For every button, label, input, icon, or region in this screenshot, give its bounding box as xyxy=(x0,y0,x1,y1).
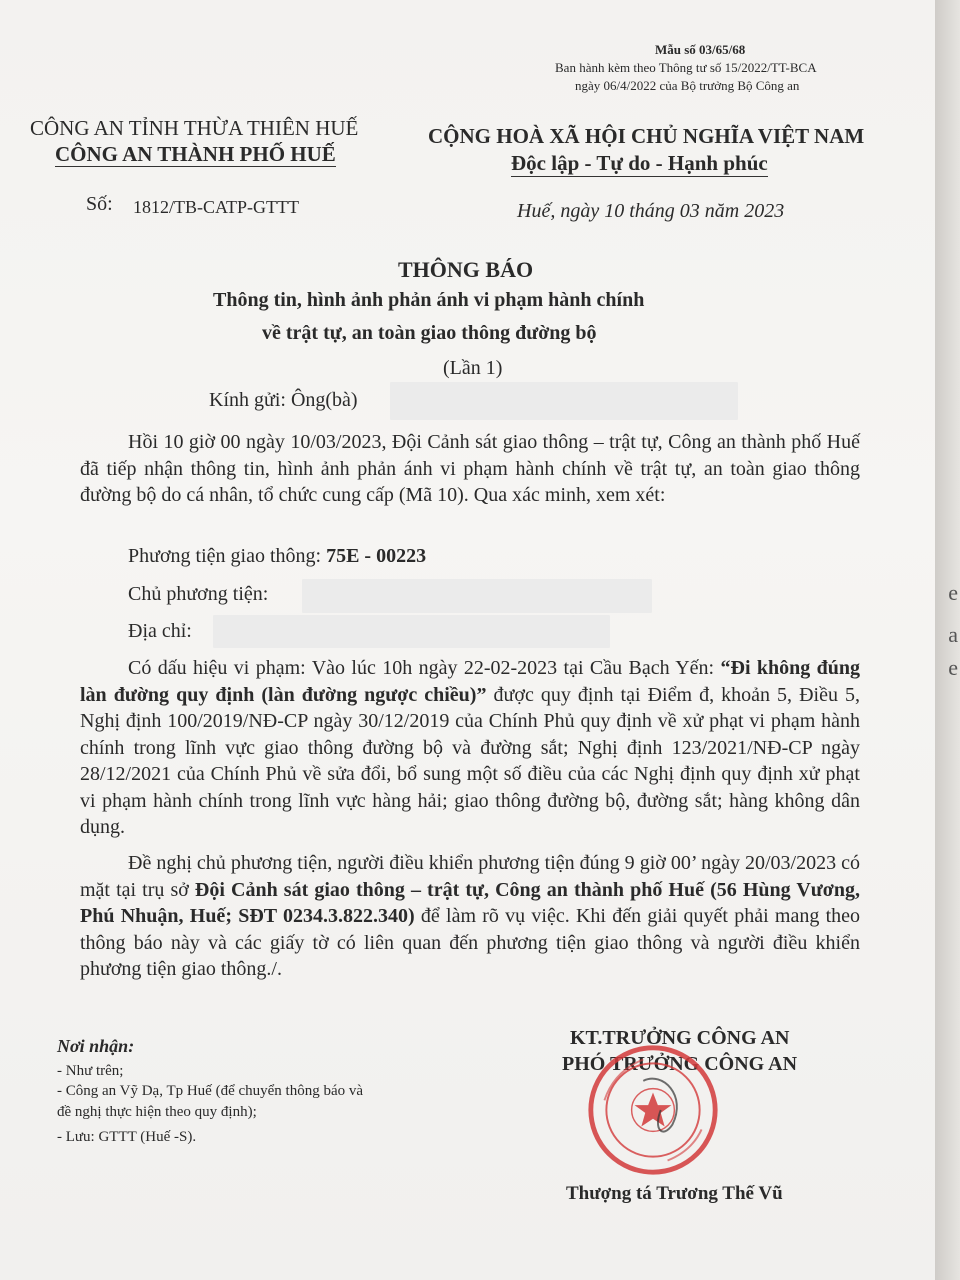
recipients-line-2: - Công an Vỹ Dạ, Tp Huế (để chuyển thông báo và xyxy=(57,1083,364,1099)
request-location: Đội Cảnh sát giao thông – trật tự, Công an thành phố Huế (56 Hùng Vương, Phú Nhuận, Huế; SĐT 0234.3.822.340) xyxy=(80,878,860,927)
vehicle-row xyxy=(128,545,426,568)
request-text-2: để làm rõ vụ việc. Khi đến giải quyết phải mang theo thông báo này và các giấy tờ có liên quan đến phương tiện giao thông và người điều khiển phương tiện giao thông./. xyxy=(80,905,861,980)
doc-number-label: Số: xyxy=(86,193,113,215)
address-label: Địa chỉ: xyxy=(128,620,192,642)
intro-paragraph xyxy=(80,429,860,509)
form-number: Mẫu số 03/65/68 xyxy=(655,42,746,57)
recipient-label: Kính gửi: Ông(bà) xyxy=(209,389,358,411)
issuer-province: CÔNG AN TỈNH THỪA THIÊN HUẾ xyxy=(30,116,359,140)
form-issued-date: ngày 06/4/2022 của Bộ trưởng Bộ Công an xyxy=(575,78,800,93)
redacted-address xyxy=(213,615,610,648)
doc-title: THÔNG BÁO xyxy=(398,257,534,282)
document-date: Huế, ngày 10 tháng 03 năm 2023 xyxy=(517,200,785,222)
official-seal-stamp xyxy=(585,1042,721,1178)
doc-occurrence: (Lần 1) xyxy=(443,357,503,379)
recipients-line-3: đề nghị thực hiện theo quy định); xyxy=(57,1104,257,1120)
doc-number: 1812/TB-CATP-GTTT xyxy=(133,197,299,217)
signature-title-1: KT.TRƯỞNG CÔNG AN xyxy=(570,1027,790,1049)
violation-text-2: được quy định tại Điểm đ, khoản 5, Điều 5, Nghị định 100/2019/NĐ-CP ngày 30/12/2019 của Chính Phủ quy định về xử phạt vi phạm hành chính trong lĩnh vực giao thông đường bộ và đường sắt; Nghị định 123/2021/NĐ-CP ngày 28/12/2021 của Chính Phủ về sửa đổi, bổ sung một số điều của các Nghị định quy định xử phạt vi phạm hành chính trong lĩnh vực hàng hải; giao thông đường bộ, đường sắt; hàng không dân dụng. xyxy=(80,683,861,838)
recipients-line-1: - Như trên; xyxy=(57,1063,124,1079)
national-title: CỘNG HOÀ XÃ HỘI CHỦ NGHĨA VIỆT NAM xyxy=(428,124,865,148)
recipients-heading: Nơi nhận: xyxy=(57,1036,135,1056)
signer-name: Thượng tá Trương Thế Vũ xyxy=(566,1183,783,1204)
vehicle-label: Phương tiện giao thông: xyxy=(128,545,322,567)
doc-subtitle-2: về trật tự, an toàn giao thông đường bộ xyxy=(262,322,597,344)
violation-description: “Đi không đúng làn đường quy định (làn đường ngược chiều)” xyxy=(80,657,861,706)
violation-text-1: Có dấu hiệu vi phạm: Vào lúc 10h ngày 22-02-2023 tại Cầu Bạch Yến: xyxy=(128,657,715,679)
redacted-owner xyxy=(302,579,652,613)
doc-subtitle-1: Thông tin, hình ảnh phản ánh vi phạm hành chính xyxy=(213,289,645,311)
intro-text: Hồi 10 giờ 00 ngày 10/03/2023, Đội Cảnh sát giao thông – trật tự, Công an thành phố Huế đã tiếp nhận thông tin, hình ảnh phản ánh vi phạm hành chính về trật tự, an toàn giao thông đường bộ do cá nhân, tổ chức cung cấp (Mã 10). Qua xác minh, xem xét: xyxy=(80,431,860,506)
request-paragraph xyxy=(80,850,860,983)
national-motto: Độc lập - Tự do - Hạnh phúc xyxy=(511,151,768,175)
issuer-city: CÔNG AN THÀNH PHỐ HUẾ xyxy=(55,142,336,166)
form-issued-by: Ban hành kèm theo Thông tư số 15/2022/TT-BCA xyxy=(555,60,817,75)
signature-title-2: PHÓ TRƯỞNG CÔNG AN xyxy=(562,1053,798,1075)
page-edge: e a e xyxy=(935,0,960,1280)
recipients-line-4: - Lưu: GTTT (Huế -S). xyxy=(57,1129,197,1145)
vehicle-plate: 75E - 00223 xyxy=(326,545,427,567)
redacted-recipient xyxy=(390,382,738,420)
owner-label: Chủ phương tiện: xyxy=(128,583,269,605)
request-text-1: Đề nghị chủ phương tiện, người điều khiển phương tiện đúng 9 giờ 00’ ngày 20/03/2023 có mặt tại trụ sở xyxy=(80,852,860,901)
violation-paragraph xyxy=(80,655,860,841)
